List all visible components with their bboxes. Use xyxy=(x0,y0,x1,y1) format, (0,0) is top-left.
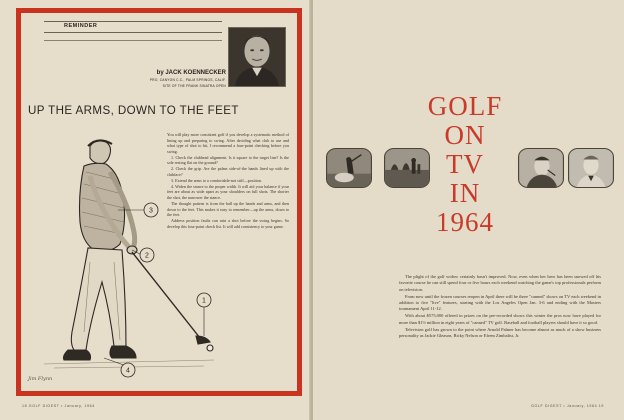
byline xyxy=(118,70,226,88)
callout-1 xyxy=(197,293,211,307)
title-line: ON xyxy=(444,120,486,150)
reminder-bar xyxy=(44,21,222,33)
article-paragraph: Address position faults can ruin a shot before the swing begins. So develop this four-point check list. It will add consistency to your game. xyxy=(167,218,289,229)
left-folio: 18 GOLF DIGEST • January, 1964 xyxy=(22,404,95,408)
article-paragraph: 2. Check the grip. Are the palms side-of-the hands lined up with the clubface? xyxy=(167,166,289,177)
feature-paragraph: From now until the frozen courses reopen in April there will be three "canned" shows on TV each weekend in addition to five "live" features, starting with the Los Angeles Open Jan. 3-6 and ending with the Masters tournament April 11-12. xyxy=(399,293,601,312)
instruction-article xyxy=(167,132,289,230)
article-paragraph: The thought pattern is from the ball up the hands and arms, and then down to the feet. This makes it easy to remember—up the arms, down to the feet. xyxy=(167,201,289,218)
article-paragraph: 1. Check the clubhead alignment. Is it square to the target line? Is the sole resting flat on the ground? xyxy=(167,154,289,166)
title-line: IN xyxy=(449,178,481,208)
article-paragraph: You will play more consistent golf if you develop a systematic method of lining up and preparing to swing. After deciding what club to use and what type of shot to hit, I recommend a four-point checking before you swing. xyxy=(167,132,289,154)
artist-signature: Jim Flynn xyxy=(28,376,53,382)
author-portrait-icon xyxy=(229,28,285,86)
title-line: 1964 xyxy=(436,207,494,237)
feature-body xyxy=(399,274,601,340)
callout-2 xyxy=(140,248,154,262)
section-label: REMINDER xyxy=(64,23,98,29)
tournament-crowd-tv-icon xyxy=(385,149,429,187)
author-name: by JACK KOENNECKER xyxy=(156,70,226,76)
callout-1-label: 1 xyxy=(202,297,206,305)
feature-paragraph: The plight of the golf widow certainly hasn't improved. Now, even when her hero has been snowed off his favorite course he can still spend four or five hours each weekend watching the game's top professionals perform on television. xyxy=(399,274,601,292)
callout-4 xyxy=(121,363,135,377)
article-headline: UP THE ARMS, DOWN TO THE FEET xyxy=(28,104,239,117)
author-photo xyxy=(228,27,286,87)
tv-screen-announcer xyxy=(568,148,614,188)
author-credit-1: PRO, CANYON C.C., PALM SPRINGS, CALIF. xyxy=(149,78,226,82)
tv-screen-golfer-portrait xyxy=(518,148,564,188)
header-rule xyxy=(44,40,222,41)
announcer-portrait-tv-icon xyxy=(569,149,613,187)
article-paragraph: 4. Widen the stance to the proper width. It will aid your balance if your feet are about as wide apart as your shoulders on full shots. The shorter the shot, the narrower the stance. xyxy=(167,183,289,201)
article-paragraph: 3. Extend the arms to a comfortable-not stiff—position. xyxy=(171,177,262,183)
callout-3 xyxy=(144,203,158,217)
callout-2-label: 2 xyxy=(145,252,149,260)
callout-4-label: 4 xyxy=(126,367,130,375)
title-line: TV xyxy=(446,149,484,179)
feature-paragraph: With about $575,000 offered in prizes on the pre-recorded shows this winter the pros now have played for more than $1½ million in eight years of "canned" TV golf. Baseball and football players should have it so good. xyxy=(399,313,601,325)
right-folio: GOLF DIGEST • January, 1964 19 xyxy=(531,404,604,408)
feature-paragraph: Television golf has grown to the point where Arnold Palmer has become almost as much of a show business personality as Jackie Gleason, Ricky Nelson or Efrem Zimbalist, Jr. xyxy=(399,326,601,339)
feature-title xyxy=(420,92,510,237)
golfer-swing-tv-icon xyxy=(327,149,371,187)
callout-3-label: 3 xyxy=(149,207,153,215)
golfer-portrait-tv-icon xyxy=(519,149,563,187)
title-line: GOLF xyxy=(427,91,503,121)
tv-screen-golfer-swing xyxy=(326,148,372,188)
author-credit-2: SITE OF THE FRANK SINATRA OPEN xyxy=(162,84,226,89)
tv-screen-tournament xyxy=(384,148,430,188)
